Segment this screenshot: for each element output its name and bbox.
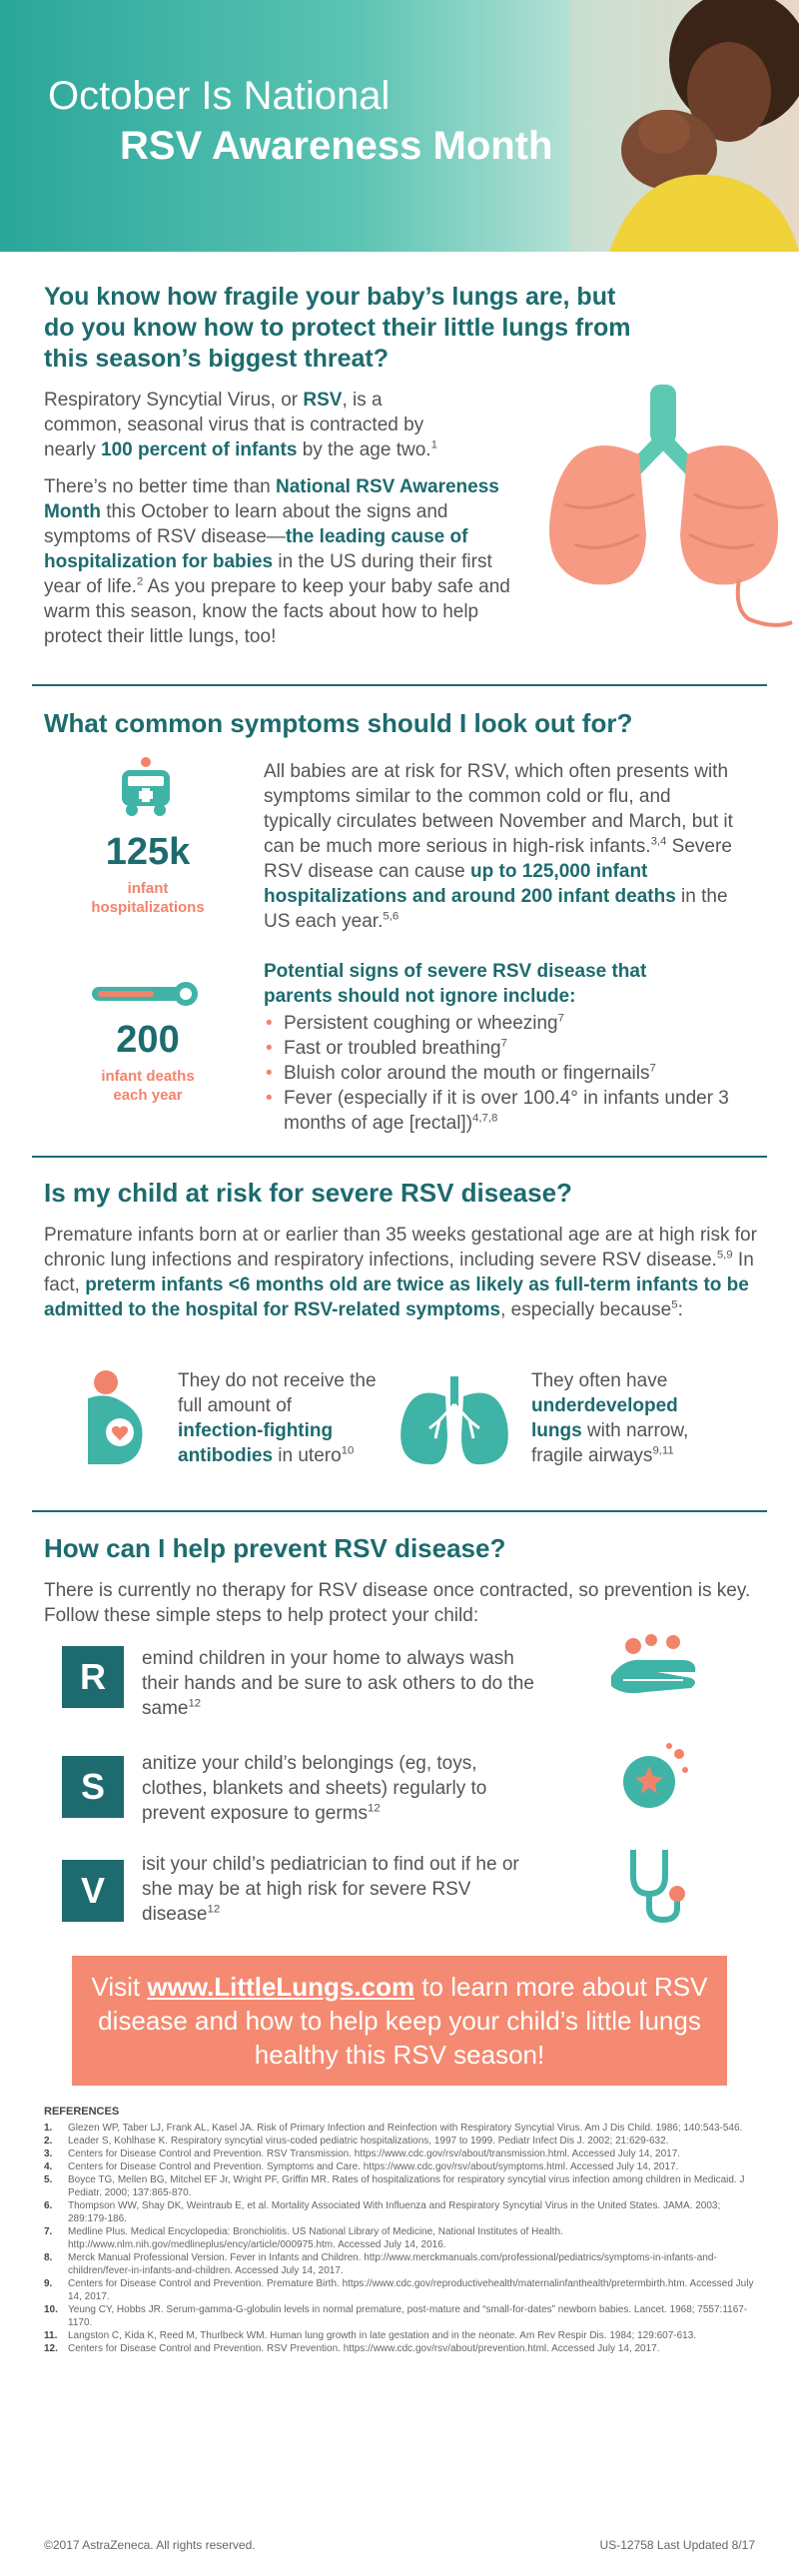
reference-number: 1. (44, 2123, 53, 2134)
stat-hospitalizations-number: 125k (105, 831, 191, 873)
risk-left-text (178, 1368, 378, 1468)
section-divider (32, 1510, 767, 1512)
text: Bluish color around the mouth or fingernails (284, 1063, 650, 1084)
preterm-emphasis: preterm infants <6 months old are twice as likely as full-term infants to be admitted to the hospital for RSV-related symptoms (44, 1275, 749, 1320)
text: in the US during their first year of life. (44, 551, 492, 597)
footnote: 7 (557, 1012, 564, 1025)
text: Severe RSV disease can cause (264, 836, 732, 882)
step-letter-v: V (62, 1860, 124, 1922)
reference-text: Centers for Disease Control and Prevention. Premature Birth. https://www.cdc.gov/reproductivehealth/maternalinfanthealth/pretermbirth.htm. Accessed July 14, 2017. (68, 2278, 754, 2302)
reference-number: 10. (44, 2304, 58, 2315)
sanitize-toy-icon (613, 1740, 693, 1820)
reference-text: Langston C, Kida K, Reed M, Thurlbeck WM. Human lung growth in late gestation and in the neonate. Am Rev Respir Dis. 1984; 129:607-613. (68, 2330, 697, 2341)
header-title-line1: October Is National (48, 74, 391, 118)
underdeveloped-lungs-emphasis: underdeveloped lungs (531, 1395, 678, 1441)
footnote: 7 (649, 1062, 656, 1075)
text: Fever (especially if it is over 100.4° in infants under 3 months of age [rectal]) (284, 1088, 729, 1134)
section-divider (32, 1156, 767, 1158)
thermometer-icon (90, 979, 200, 1009)
prevent-body: There is currently no therapy for RSV disease once contracted, so prevention is key. Follow these simple steps to help protect your child: (44, 1580, 751, 1626)
reference-item (44, 2329, 755, 2342)
text: anitize your child’s belongings (eg, toys, clothes, blankets and sheets) regularly to prevent exposure to germs (142, 1753, 487, 1824)
rsv-emphasis: RSV (303, 390, 343, 411)
hundred-percent-emphasis: 100 percent of infants (101, 439, 298, 460)
text: in the US each year. (264, 886, 728, 932)
reference-number: 6. (44, 2200, 53, 2211)
reference-number: 12. (44, 2343, 58, 2354)
step-letter-s: S (62, 1756, 124, 1818)
stat-deaths-number: 200 (116, 1019, 180, 1061)
header-banner (0, 0, 799, 252)
section-divider (32, 684, 767, 686)
footnote: 10 (341, 1444, 355, 1457)
reference-number: 11. (44, 2330, 58, 2341)
footnote: 9,11 (652, 1444, 674, 1457)
stethoscope-icon (623, 1846, 693, 1926)
sign-item (264, 1086, 743, 1136)
reference-number: 8. (44, 2252, 53, 2263)
sign-item (264, 1061, 743, 1086)
text: , is a common, seasonal virus that is contracted by nearly (44, 390, 424, 460)
intro-paragraph-2 (44, 474, 533, 649)
reference-text: Centers for Disease Control and Prevention. RSV Transmission. https://www.cdc.gov/rsv/about/transmission.html. Accessed July 14, 2017. (68, 2148, 681, 2159)
reference-text: Yeung CY, Hobbs JR. Serum-gamma-G-globulin levels in normal premature, post-mature and “small-for-dates” newborn babies. Lancet. 1968; 7557:1167-1170. (68, 2304, 748, 2328)
signs-list (264, 1011, 743, 1136)
reference-text: Leader S, Kohlhase K. Respiratory syncytial virus-coded pediatric hospitalizations, 1997 to 1999. Pediatr Infect Dis J. 2002; 21:629-632. (68, 2136, 669, 2147)
reference-number: 9. (44, 2278, 53, 2289)
handwashing-icon (603, 1630, 703, 1710)
text: They do not receive the full amount of (178, 1370, 377, 1416)
text: to learn more about RSV disease and how to help keep your child’s little lungs healthy this RSV season! (98, 1972, 708, 2070)
reference-text: Centers for Disease Control and Prevention. Symptoms and Care. https://www.cdc.gov/rsv/about/symptoms.html. Accessed July 14, 2017. (68, 2161, 679, 2172)
ambulance-icon (118, 756, 174, 818)
reference-text: Thompson WW, Shay DK, Weintraub E, et al. Mortality Associated With Influenza and Respiratory Syncytial Virus in the United States. JAMA. 2003; 289:179-186. (68, 2200, 721, 2224)
risk-right-text (531, 1368, 731, 1468)
footnote: 3,4 (650, 835, 667, 848)
text: in utero (273, 1445, 342, 1466)
text: emind children in your home to always wash their hands and be sure to ask others to do the same (142, 1648, 534, 1719)
symptoms-heading: What common symptoms should I look out for? (44, 708, 633, 738)
text: Respiratory Syncytial Virus, or (44, 390, 304, 411)
prevent-heading: How can I help prevent RSV disease? (44, 1533, 506, 1563)
text: As you prepare to keep your baby safe and warm this season, know the facts about how to help protect their little lungs, too! (44, 576, 510, 647)
cta-banner (72, 1956, 727, 2086)
intro-paragraph-1 (44, 388, 463, 462)
stat-deaths-label: infant deaths each year (101, 1068, 195, 1104)
footnote: 1 (430, 438, 437, 451)
reference-item (44, 2135, 755, 2147)
sign-item (264, 1011, 743, 1036)
reference-text: Boyce TG, Mellen BG, Mitchel EF Jr, Wright PF, Griffin MR. Rates of hospitalizations for respiratory syncytial virus infection among children in Medicaid. J Pediatr. 2000; 137:865-870. (68, 2174, 745, 2198)
step-letter-r: R (62, 1646, 124, 1708)
text: Premature infants born at or earlier than 35 weeks gestational age are at high risk for chronic lung infections and respiratory infections, including severe RSV disease. (44, 1225, 757, 1271)
reference-item (44, 2147, 755, 2160)
text: with narrow, fragile airways (531, 1420, 689, 1466)
text: , especially because (500, 1299, 672, 1320)
step-text (142, 1751, 541, 1826)
reference-item (44, 2122, 755, 2135)
reference-item (44, 2225, 755, 2251)
footnote: 5,9 (716, 1249, 733, 1262)
text: this October to learn about the signs and symptoms of RSV disease— (44, 501, 448, 547)
reference-text: Centers for Disease Control and Prevention. RSV Prevention. https://www.cdc.gov/rsv/about/prevention.html. Accessed July 14, 2017. (68, 2343, 660, 2354)
text: All babies are at risk for RSV, which often presents with symptoms similar to the common cold or flu, and typically circulates between November and March, but it can be much more serious in high-risk infants. (264, 761, 733, 857)
leading-cause-emphasis: the leading cause of hospitalization for babies (44, 526, 468, 572)
text: Fast or troubled breathing (284, 1038, 501, 1059)
step-text (142, 1646, 541, 1721)
knitted-lungs-illustration (534, 385, 794, 634)
littlelungs-link[interactable]: www.LittleLungs.com (147, 1972, 415, 2002)
footnote: 12 (188, 1697, 202, 1710)
footnote: 7 (500, 1037, 507, 1050)
reference-item (44, 2251, 755, 2277)
reference-number: 2. (44, 2136, 53, 2147)
footnote: 12 (207, 1903, 221, 1916)
text: Persistent coughing or wheezing (284, 1013, 558, 1034)
reference-number: 7. (44, 2226, 53, 2237)
text: They often have (531, 1370, 668, 1391)
antibodies-emphasis: infection-fighting antibodies (178, 1420, 334, 1466)
document-code: US-12758 Last Updated 8/17 (599, 2538, 755, 2552)
references-title: REFERENCES (44, 2106, 120, 2118)
awareness-month-emphasis: National RSV Awareness Month (44, 476, 499, 522)
copyright: ©2017 AstraZeneca. All rights reserved. (44, 2538, 256, 2552)
reference-number: 5. (44, 2174, 53, 2185)
footnote: 5 (671, 1298, 678, 1311)
lungs-icon (396, 1376, 513, 1468)
text: There’s no better time than (44, 476, 276, 497)
stat-hospitalizations-label: infant hospitalizations (91, 880, 205, 916)
header-title-line2: RSV Awareness Month (120, 124, 553, 168)
reference-text: Medline Plus. Medical Encyclopedia: Bronchiolitis. US National Library of Medicine, National Institutes of Health. http://www.nlm.nih.gov/medlineplus/ency/article/000975.htm. Accessed July 14, 2016. (68, 2226, 563, 2250)
reference-text: Merck Manual Professional Version. Fever in Infants and Children. http://www.merckmanuals.com/professional/pediatrics/symptoms-in-infants-and-children/fever-in-infants-and-children. Accessed July 14, 2017. (68, 2252, 717, 2276)
footnote: 4,7,8 (472, 1112, 498, 1125)
references-list (44, 2122, 755, 2355)
text: Visit (91, 1972, 148, 2002)
reference-text: Glezen WP, Taber LJ, Frank AL, Kasel JA. Risk of Primary Infection and Reinfection with Respiratory Syncytial Virus. Am J Dis Child. 1986; 140:543-546. (68, 2123, 743, 2134)
mother-baby-photo (569, 0, 799, 252)
reference-item (44, 2199, 755, 2225)
reference-item (44, 2160, 755, 2173)
signs-heading: Potential signs of severe RSV disease that parents should not ignore include: (264, 961, 647, 1007)
text: In fact, (44, 1250, 754, 1295)
text: : (677, 1299, 683, 1320)
statistics-emphasis: up to 125,000 infant hospitalizations and around 200 infant deaths (264, 861, 676, 907)
intro-headline: You know how fragile your baby’s lungs are, but do you know how to protect their little lungs from this season’s biggest threat? (44, 283, 631, 373)
footnote: 2 (136, 575, 144, 588)
reference-item (44, 2277, 755, 2303)
sign-item (264, 1036, 743, 1061)
risk-heading: Is my child at risk for severe RSV disease? (44, 1178, 572, 1208)
step-text (142, 1852, 541, 1927)
reference-number: 4. (44, 2161, 53, 2172)
reference-number: 3. (44, 2148, 53, 2159)
text: by the age two. (297, 439, 431, 460)
reference-item (44, 2173, 755, 2199)
reference-item (44, 2342, 755, 2355)
footnote: 5,6 (383, 910, 400, 923)
footnote: 12 (368, 1802, 381, 1815)
pregnant-mother-icon (80, 1368, 150, 1468)
risk-body (44, 1223, 763, 1322)
reference-item (44, 2303, 755, 2329)
text: isit your child’s pediatrician to find out if he or she may be at high risk for severe RSV disease (142, 1854, 519, 1925)
symptoms-body (264, 759, 743, 934)
